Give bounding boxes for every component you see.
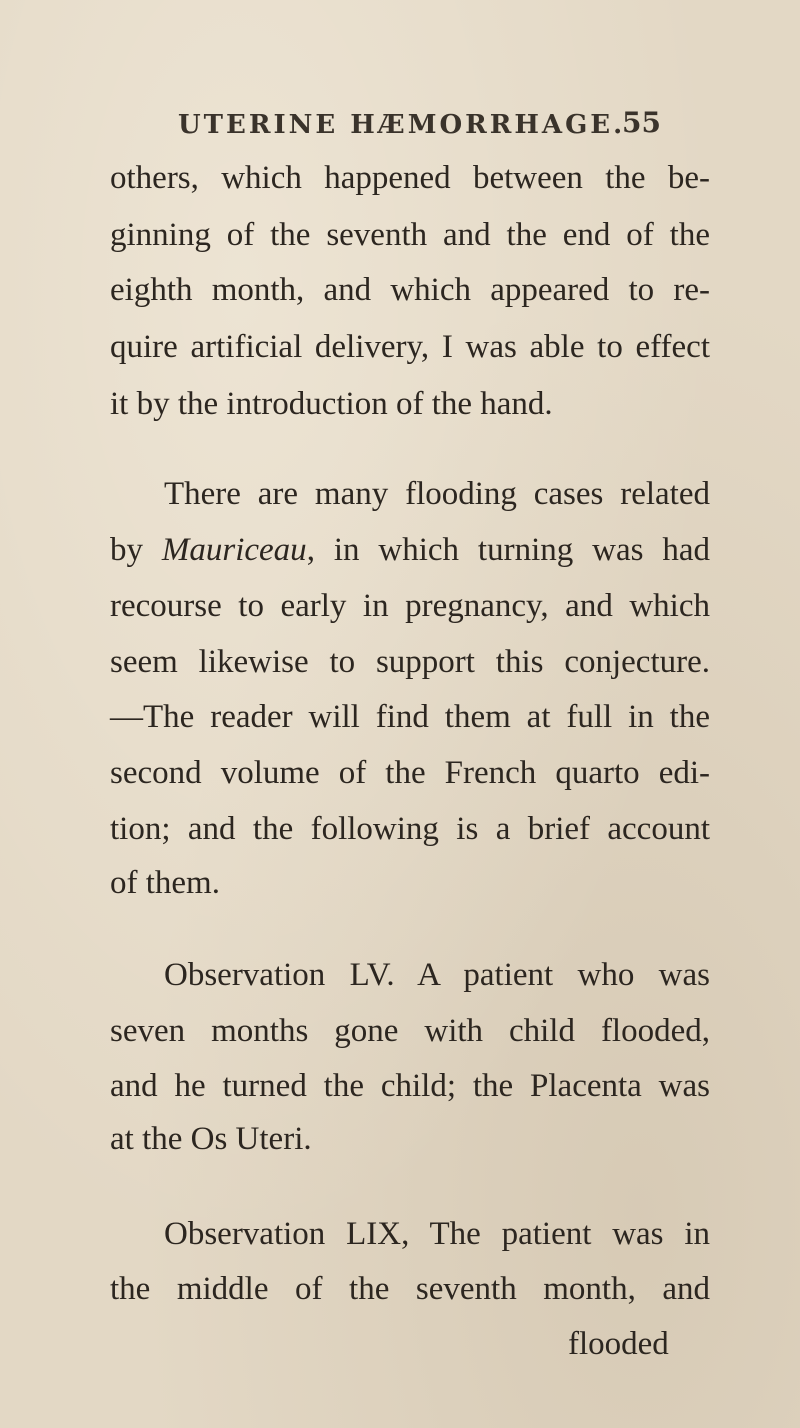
text-line: by Mauriceau, in which turning was had xyxy=(110,532,710,568)
text-line: eighth month, and which appeared to re- xyxy=(110,272,710,308)
text-line: at the Os Uteri. xyxy=(110,1121,312,1157)
author-name: Mauriceau xyxy=(161,532,307,568)
page-number: 55 xyxy=(622,106,661,139)
text-line: and he turned the child; the Placenta was xyxy=(110,1068,710,1104)
text-line: —The reader will find them at full in the xyxy=(110,699,710,735)
text-line: recourse to early in pregnancy, and which xyxy=(110,588,710,624)
text-line: the middle of the seventh month, and xyxy=(110,1271,710,1307)
text-line: others, which happened between the be- xyxy=(110,160,710,196)
text-line: of them. xyxy=(110,865,220,901)
text-line: it by the introduction of the hand. xyxy=(110,386,553,422)
text-line: seven months gone with child flooded, xyxy=(110,1013,710,1049)
text-line: tion; and the following is a brief account xyxy=(110,811,710,847)
text-line: second volume of the French quarto edi- xyxy=(110,755,710,791)
running-header: UTERINE HÆMORRHAGE. xyxy=(178,110,626,140)
text-line: Observation LIX, The patient was in xyxy=(164,1216,710,1252)
catchword: flooded xyxy=(568,1326,669,1362)
text-line: ginning of the seventh and the end of the xyxy=(110,217,710,253)
text-line: There are many flooding cases related xyxy=(164,476,710,512)
text-line: quire artificial delivery, I was able to effect xyxy=(110,329,710,365)
text-line: seem likewise to support this conjecture. xyxy=(110,644,710,680)
text-line: Observation LV. A patient who was xyxy=(164,957,710,993)
